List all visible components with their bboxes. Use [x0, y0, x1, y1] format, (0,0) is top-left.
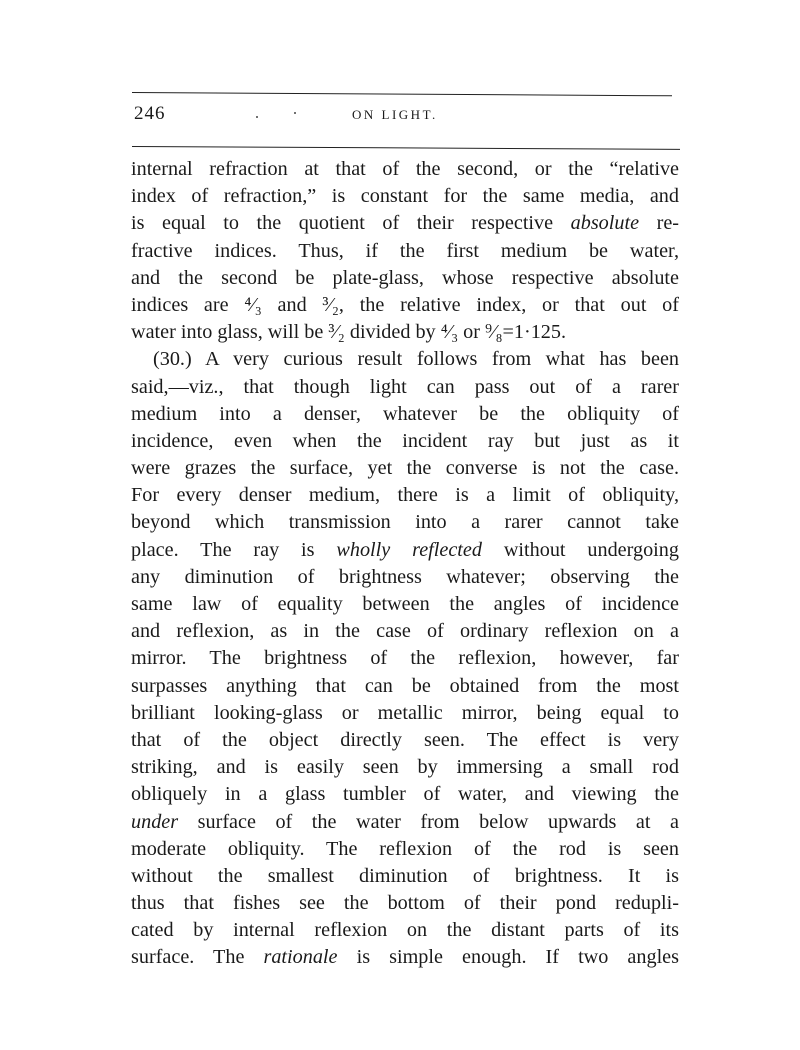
- text-run: said,—viz., that though light can pass out of a rarer: [131, 375, 679, 398]
- text-run: surface. The: [131, 946, 264, 969]
- italic-text-run: absolute: [570, 212, 640, 235]
- text-line: [131, 509, 679, 536]
- text-line: [131, 346, 679, 373]
- header-top-rule: [132, 92, 672, 96]
- text-run: re-: [639, 212, 680, 235]
- text-line: [131, 754, 679, 781]
- text-run: and reflexion, as in the case of ordinary reflexion on a: [131, 620, 679, 643]
- text-run: water into glass, will be ³⁄₂ divided by ⁴⁄₃ or ⁹⁄₈=1·125.: [131, 321, 567, 344]
- print-speck: [256, 116, 258, 118]
- text-run: without the smallest diminution of brightness. It is: [131, 864, 679, 887]
- text-line: [131, 863, 679, 890]
- italic-text-run: wholly reflected: [336, 538, 482, 561]
- text-line: [131, 238, 679, 265]
- text-run: surpasses anything that can be obtained from the most: [131, 674, 679, 697]
- text-run: thus that fishes see the bottom of their pond redupli-: [131, 892, 679, 915]
- text-run: is equal to the quotient of their respective: [131, 212, 571, 235]
- text-line: [131, 618, 679, 645]
- text-line: [131, 292, 679, 319]
- italic-text-run: under: [131, 810, 179, 833]
- text-line: [131, 836, 679, 863]
- text-line: [131, 183, 679, 210]
- text-run: same law of equality between the angles of incidence: [131, 593, 679, 615]
- text-run: place. The ray is: [131, 538, 337, 561]
- text-run: beyond which transmission into a rarer cannot take: [131, 511, 679, 534]
- text-run: that of the object directly seen. The effect is very: [131, 728, 679, 751]
- text-run: obliquely in a glass tumbler of water, and viewing the: [131, 783, 679, 806]
- text-line: [131, 374, 679, 401]
- text-line: [131, 727, 679, 754]
- text-line: [131, 319, 679, 346]
- page-number: 246: [134, 103, 166, 124]
- text-line: [131, 156, 679, 183]
- text-run: cated by internal reflexion on the distant parts of its: [131, 919, 679, 942]
- running-head: ON LIGHT.: [352, 107, 438, 122]
- italic-text-run: rationale: [263, 946, 338, 969]
- text-line: [131, 890, 679, 917]
- text-run: striking, and is easily seen by immersing a small rod: [131, 756, 679, 779]
- text-line: [131, 265, 679, 292]
- body-text: [131, 156, 679, 972]
- text-run: and the second be plate-glass, whose respective absolute: [131, 266, 679, 289]
- text-line: [131, 944, 679, 971]
- text-line: [131, 781, 679, 808]
- text-line: [131, 537, 679, 564]
- text-run: medium into a denser, whatever be the obliquity of: [131, 402, 679, 425]
- text-run: were grazes the surface, yet the converse is not the case.: [131, 457, 679, 480]
- text-run: For every denser medium, there is a limit of obliquity,: [131, 484, 679, 507]
- text-run: incidence, even when the incident ray but just as it: [131, 429, 679, 452]
- text-line: [131, 210, 679, 237]
- text-line: [131, 591, 679, 618]
- header-bottom-rule: [132, 146, 680, 150]
- text-line: [131, 809, 679, 836]
- text-run: indices are ⁴⁄₃ and ³⁄₂, the relative index, or that out of: [131, 293, 679, 316]
- text-run: (30.) A very curious result follows from what has been: [153, 348, 679, 371]
- text-run: brilliant looking-glass or metallic mirror, being equal to: [131, 701, 679, 724]
- text-line: [131, 564, 679, 591]
- text-line: [131, 482, 679, 509]
- text-line: [131, 645, 679, 672]
- text-line: [131, 401, 679, 428]
- text-run: moderate obliquity. The reflexion of the rod is seen: [131, 837, 679, 860]
- text-line: [131, 455, 679, 482]
- print-speck: [294, 112, 296, 114]
- text-run: without undergoing: [481, 538, 679, 561]
- text-run: index of refraction,” is constant for the same media, and: [131, 185, 679, 208]
- text-line: [131, 673, 679, 700]
- text-run: is simple enough. If two angles: [337, 946, 679, 969]
- text-run: fractive indices. Thus, if the first medium be water,: [131, 239, 679, 262]
- text-run: mirror. The brightness of the reflexion, however, far: [131, 647, 679, 670]
- text-run: any diminution of brightness whatever; observing the: [131, 565, 679, 588]
- text-line: [131, 700, 679, 727]
- text-line: [131, 917, 679, 944]
- text-run: surface of the water from below upwards at a: [178, 810, 679, 833]
- text-line: [131, 428, 679, 455]
- text-run: internal refraction at that of the second, or the “relative: [131, 158, 679, 180]
